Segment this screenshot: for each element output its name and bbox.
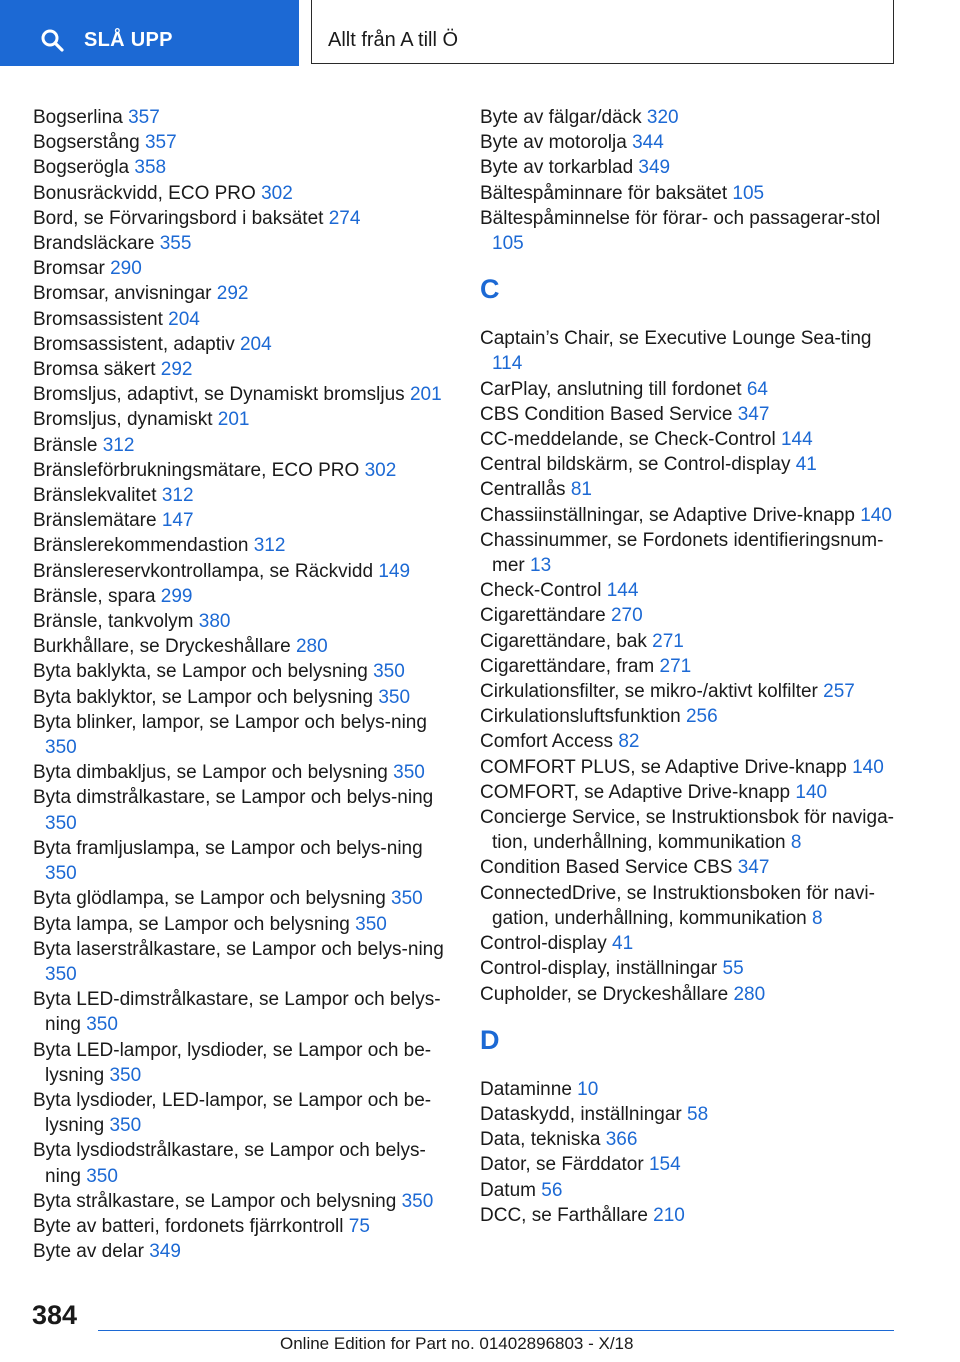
index-entry <box>33 937 451 987</box>
index-entry-text: Bromsar <box>33 258 105 280</box>
index-entry <box>33 483 451 508</box>
index-entry-text: Byte av batteri, fordonets fjärrkontroll <box>33 1215 344 1237</box>
page-link[interactable]: 64 <box>746 378 768 400</box>
page-link[interactable]: 366 <box>605 1129 638 1151</box>
index-entry-text: Byta baklyktor, se Lampor och belysning <box>33 686 374 708</box>
index-entry <box>33 659 451 684</box>
index-entry-text: Byta lampa, se Lampor och belysning <box>33 913 350 935</box>
page-link[interactable]: 257 <box>823 681 855 703</box>
index-entry-text: Byta dimbakljus, se Lampor och belysning <box>33 762 388 784</box>
index-entry-text: Concierge Service, se Instruktionsbok för naviga‐tion, underhållning, kommunikation <box>480 807 894 854</box>
header <box>0 0 960 66</box>
page-number: 384 <box>32 1300 78 1330</box>
index-entry <box>480 427 900 452</box>
index-entry-text: Byta baklykta, se Lampor och belysning <box>33 661 368 683</box>
index-entry <box>33 559 451 584</box>
page-link[interactable]: 350 <box>45 812 77 834</box>
page-link[interactable]: 292 <box>160 359 193 381</box>
page-link[interactable]: 344 <box>632 132 664 154</box>
index-entry-text: Bromsassistent <box>33 308 163 330</box>
page-link[interactable]: 140 <box>860 504 892 526</box>
page-link[interactable]: 350 <box>355 913 387 935</box>
page-link[interactable]: 349 <box>149 1241 181 1263</box>
index-entry <box>33 1038 451 1088</box>
index-entry <box>480 654 900 679</box>
page-link[interactable]: 358 <box>134 157 167 179</box>
index-entry <box>33 685 451 710</box>
index-entry <box>480 780 900 805</box>
index-entry <box>33 281 451 306</box>
index-entry-text: Bränslereservkontrollampa, se Räckvidd <box>33 560 374 582</box>
index-entry <box>480 1152 900 1177</box>
index-entry-text: Byta LED-lampor, lysdioder, se Lampor och be‐lysning <box>33 1039 432 1086</box>
index-entry <box>480 755 900 780</box>
index-entry <box>33 382 451 407</box>
index-entry <box>33 886 451 911</box>
index-entry <box>33 231 451 256</box>
index-entry-text: Datum <box>480 1179 536 1201</box>
page-link[interactable]: 350 <box>373 661 405 683</box>
index-entry <box>33 155 451 180</box>
index-entry-text: Dataskydd, inställningar <box>480 1103 682 1125</box>
index-entry <box>480 528 900 578</box>
index-entry <box>480 603 900 628</box>
index-entry-text: Control-display <box>480 933 607 955</box>
index-entry-text: CBS Condition Based Service <box>480 403 733 425</box>
index-entry-text: CarPlay, anslutning till fordonet <box>480 378 742 400</box>
index-entry <box>480 477 900 502</box>
index-entry-text: ConnectedDrive, se Instruktionsboken för navi‐gation, underhållning, kommunikation <box>480 882 875 929</box>
search-button[interactable] <box>0 0 299 66</box>
page-link[interactable]: 280 <box>295 636 328 658</box>
footer-edition-text <box>280 1334 633 1354</box>
page-link[interactable]: 355 <box>159 233 192 255</box>
index-entry-text: Byta lysdiodstrålkastare, se Lampor och belys‐ning <box>33 1140 426 1187</box>
index-entry <box>33 307 451 332</box>
index-entry-text: Byte av torkarblad <box>480 157 634 179</box>
index-entry-text: Bromsar, anvisningar <box>33 283 212 305</box>
index-entry-text: Byta framljuslampa, se Lampor och belys‐ning <box>33 837 423 859</box>
index-letter-d: D <box>480 1024 500 1055</box>
index-entry <box>33 433 451 458</box>
page-link[interactable]: 55 <box>722 958 744 980</box>
index-group-d <box>480 1077 900 1228</box>
page-link[interactable]: 380 <box>198 611 231 633</box>
index-entry-text: Byte av motorolja <box>480 132 627 154</box>
index-entry-text: COMFORT, se Adaptive Drive-knapp <box>480 781 791 803</box>
index-entry-text: Bränslemätare <box>33 510 157 532</box>
page-link[interactable]: 58 <box>687 1103 709 1125</box>
index-entry <box>33 609 451 634</box>
index-entry-text: Byte av fälgar/däck <box>480 107 642 128</box>
index-entry <box>480 402 900 427</box>
index-group-b <box>480 105 900 256</box>
page-link[interactable]: 140 <box>795 781 828 803</box>
page-link[interactable]: 144 <box>780 429 813 451</box>
index-entry-text: Byte av delar <box>33 1241 144 1263</box>
index-entry-text: Bältespåminnare för baksätet <box>480 182 728 204</box>
index-entry-text: Bogserlina <box>33 107 123 128</box>
index-entry-text: Check-Control <box>480 580 602 602</box>
search-button-label: SLÅ UPP <box>84 29 173 51</box>
page-link[interactable]: 350 <box>109 1064 142 1086</box>
page-link[interactable]: 350 <box>45 963 77 985</box>
index-entry-text: Byta LED-dimstrålkastare, se Lampor och belys‐ning <box>33 989 441 1036</box>
index-entry <box>480 578 900 603</box>
index-entry <box>480 1203 900 1228</box>
index-entry-text: Bogserstång <box>33 132 140 154</box>
index-entry <box>33 407 451 432</box>
page-link[interactable]: 292 <box>216 283 249 305</box>
page-link[interactable]: 147 <box>161 510 194 532</box>
page-link[interactable]: 10 <box>577 1078 599 1100</box>
page-link[interactable]: 81 <box>570 479 592 501</box>
index-entry <box>480 1178 900 1203</box>
index-entry <box>480 629 900 654</box>
index-entry-text: Bromsljus, dynamiskt <box>33 409 213 431</box>
index-group-c <box>480 326 900 1006</box>
index-entry <box>480 181 900 206</box>
page-link[interactable]: 350 <box>391 888 423 910</box>
page-link[interactable]: 41 <box>795 454 817 476</box>
index-entry-text: Bromsassistent, adaptiv <box>33 333 235 355</box>
index-entry <box>480 377 900 402</box>
index-entry <box>33 785 451 835</box>
page-link[interactable]: 347 <box>737 403 770 425</box>
section-title-box <box>311 0 894 64</box>
page-link[interactable]: 8 <box>812 907 823 929</box>
page-link[interactable]: 204 <box>239 333 272 355</box>
page-link[interactable]: 357 <box>144 132 177 154</box>
section-title: Allt från A till Ö <box>328 29 459 51</box>
index-entry <box>480 326 900 376</box>
page-link[interactable]: 350 <box>109 1115 142 1137</box>
index-entry-text: Cupholder, se Dryckeshållare <box>480 983 729 1005</box>
index-entry-text: Byta blinker, lampor, se Lampor och belys‐ning <box>33 711 427 733</box>
page-link[interactable]: 13 <box>530 555 552 577</box>
index-entry-text: Centrallås <box>480 479 566 501</box>
index-entry-text: Cirkulationsluftsfunktion <box>480 706 681 728</box>
index-entry <box>480 105 900 130</box>
page-link[interactable]: 302 <box>364 459 397 481</box>
index-entry-text: Bromsa säkert <box>33 359 156 381</box>
index-entry <box>33 1088 451 1138</box>
index-entry <box>480 1077 900 1102</box>
index-entry <box>480 982 900 1007</box>
page-link[interactable]: 204 <box>168 308 200 330</box>
index-entry <box>33 181 451 206</box>
index-entry <box>33 533 451 558</box>
index-entry <box>480 704 900 729</box>
page-link[interactable]: 347 <box>737 857 770 879</box>
index-entry <box>33 130 451 155</box>
index-entry-text: Byta laserstrålkastare, se Lampor och belys‐ning <box>33 938 444 960</box>
index-entry-text: Byta lysdioder, LED-lampor, se Lampor och be‐lysning <box>33 1089 432 1137</box>
index-entry <box>33 987 451 1037</box>
index-entry-text: Chassinummer, se Fordonets identifieringsnum‐mer <box>480 529 884 577</box>
index-entry-text: Bord, se Förvaringsbord i baksätet <box>33 207 324 229</box>
footer-divider <box>98 1330 894 1331</box>
page-link[interactable]: 350 <box>378 686 411 708</box>
index-entry-text: Condition Based Service CBS <box>480 857 733 879</box>
index-entry <box>33 634 451 659</box>
page-link[interactable]: 350 <box>401 1190 434 1212</box>
index-entry-text: Bränslerekommendastion <box>33 535 249 557</box>
page-link[interactable]: 201 <box>409 384 442 406</box>
index-entry-text: Bränsleförbrukningsmätare, ECO PRO <box>33 459 360 481</box>
page-link[interactable]: 350 <box>86 1014 118 1036</box>
index-letter-c: C <box>480 274 500 305</box>
page-link[interactable]: 350 <box>86 1165 118 1187</box>
page-link[interactable]: 271 <box>652 630 684 652</box>
index-entry <box>480 805 900 855</box>
search-icon <box>40 28 64 52</box>
page-link[interactable]: 105 <box>492 233 524 255</box>
index-entry <box>480 130 900 155</box>
index-entry-text: Bromsljus, adaptivt, se Dynamiskt bromsljus <box>33 384 405 406</box>
index-entry <box>33 760 451 785</box>
index-entry <box>480 155 900 180</box>
page-link[interactable]: 312 <box>253 535 286 557</box>
index-entry <box>33 332 451 357</box>
page-link[interactable]: 299 <box>160 585 193 607</box>
page-link[interactable]: 357 <box>128 107 160 128</box>
index-entry <box>480 855 900 880</box>
index-entry <box>33 1214 451 1239</box>
page-link[interactable]: 320 <box>646 107 679 128</box>
page-link[interactable]: 350 <box>393 762 425 784</box>
index-entry <box>480 729 900 754</box>
index-entry <box>33 105 451 130</box>
page-link[interactable]: 312 <box>102 434 135 456</box>
index-entry-text: Chassiinställningar, se Adaptive Drive-knapp <box>480 504 855 526</box>
index-entry <box>480 881 900 931</box>
page-link[interactable]: 312 <box>161 485 194 507</box>
index-entry-text: Cigarettändare, fram <box>480 655 655 677</box>
index-entry <box>33 357 451 382</box>
index-entry <box>33 256 451 281</box>
edition-text: Online Edition for Part no. 01402896803 - X/18 <box>280 1334 634 1353</box>
index-entry <box>480 452 900 477</box>
page-link[interactable]: 349 <box>638 157 671 179</box>
index-entry-text: Bränsle <box>33 434 98 456</box>
page-link[interactable]: 280 <box>733 983 766 1005</box>
index-entry-text: Bränslekvalitet <box>33 485 157 507</box>
index-entry <box>33 584 451 609</box>
page-link[interactable]: 270 <box>610 605 643 627</box>
page-link[interactable]: 56 <box>541 1179 563 1201</box>
index-entry-text: Brandsläckare <box>33 233 155 255</box>
index-entry-text: Burkhållare, se Dryckeshållare <box>33 636 291 658</box>
index-entry <box>480 1102 900 1127</box>
index-entry <box>33 1138 451 1188</box>
page-link[interactable]: 8 <box>790 832 802 854</box>
index-entry <box>33 206 451 231</box>
index-column-right <box>480 105 900 1228</box>
index-entry <box>480 931 900 956</box>
index-entry <box>480 1127 900 1152</box>
index-entry-text: Bonusräckvidd, ECO PRO <box>33 182 256 204</box>
index-entry <box>33 710 451 760</box>
page-link[interactable]: 144 <box>606 580 639 602</box>
index-entry-text: Central bildskärm, se Control-display <box>480 454 791 476</box>
index-entry-text: Cigarettändare <box>480 605 606 627</box>
page-link[interactable]: 75 <box>348 1215 370 1237</box>
index-entry-text: Comfort Access <box>480 731 614 753</box>
page-link[interactable]: 350 <box>45 863 77 885</box>
index-entry-text: COMFORT PLUS, se Adaptive Drive-knapp <box>480 756 847 778</box>
index-entry-text: Cigarettändare, bak <box>480 630 647 652</box>
page-link[interactable]: 41 <box>612 933 634 955</box>
index-entry-text: Bogserögla <box>33 157 130 179</box>
index-entry-text: Dator, se Färddator <box>480 1154 644 1176</box>
page-link[interactable]: 105 <box>732 182 765 204</box>
index-entry-text: Dataminne <box>480 1078 572 1100</box>
index-entry-text: Byta strålkastare, se Lampor och belysning <box>33 1190 397 1212</box>
index-entry <box>33 1239 451 1264</box>
page-link[interactable]: 274 <box>328 207 361 229</box>
index-entry <box>33 458 451 483</box>
index-entry-text: Bältespåminnelse för förar- och passagerar‐stol <box>480 207 881 229</box>
index-entry-text: DCC, se Farthållare <box>480 1204 648 1226</box>
page-link[interactable]: 154 <box>648 1154 681 1176</box>
page-link[interactable]: 82 <box>618 731 640 753</box>
index-entry <box>480 503 900 528</box>
index-entry-text: Bränsle, tankvolym <box>33 611 194 633</box>
page-link[interactable]: 271 <box>659 655 692 677</box>
index-entry-text: Byta glödlampa, se Lampor och belysning <box>33 888 386 910</box>
page-link[interactable]: 350 <box>45 737 77 759</box>
page-link[interactable]: 256 <box>685 706 718 728</box>
index-entry <box>33 508 451 533</box>
index-entry <box>480 206 900 256</box>
page-link[interactable]: 201 <box>217 409 250 431</box>
index-entry <box>33 912 451 937</box>
index-entry <box>480 956 900 981</box>
page-link[interactable]: 302 <box>261 182 293 204</box>
index-entry-text: Control-display, inställningar <box>480 958 718 980</box>
index-column-left <box>33 105 451 1264</box>
page-link[interactable]: 140 <box>852 756 884 778</box>
index-entry-text: CC-meddelande, se Check-Control <box>480 429 776 451</box>
index-entry-text: Bränsle, spara <box>33 585 156 607</box>
index-entry-text: Data, tekniska <box>480 1129 601 1151</box>
index-entry-text: Cirkulationsfilter, se mikro-/aktivt kolfilter <box>480 681 818 703</box>
page-link[interactable]: 149 <box>378 560 411 582</box>
index-entry <box>480 679 900 704</box>
index-entry-text: Byta dimstrålkastare, se Lampor och belys‐ning <box>33 787 434 809</box>
page-link[interactable]: 290 <box>110 258 142 280</box>
page-link[interactable]: 114 <box>492 353 523 375</box>
index-entry <box>33 836 451 886</box>
index-entry-text: Captain’s Chair, se Executive Lounge Sea‐ting <box>480 328 872 350</box>
index-entry <box>33 1189 451 1214</box>
page-link[interactable]: 210 <box>653 1204 685 1226</box>
